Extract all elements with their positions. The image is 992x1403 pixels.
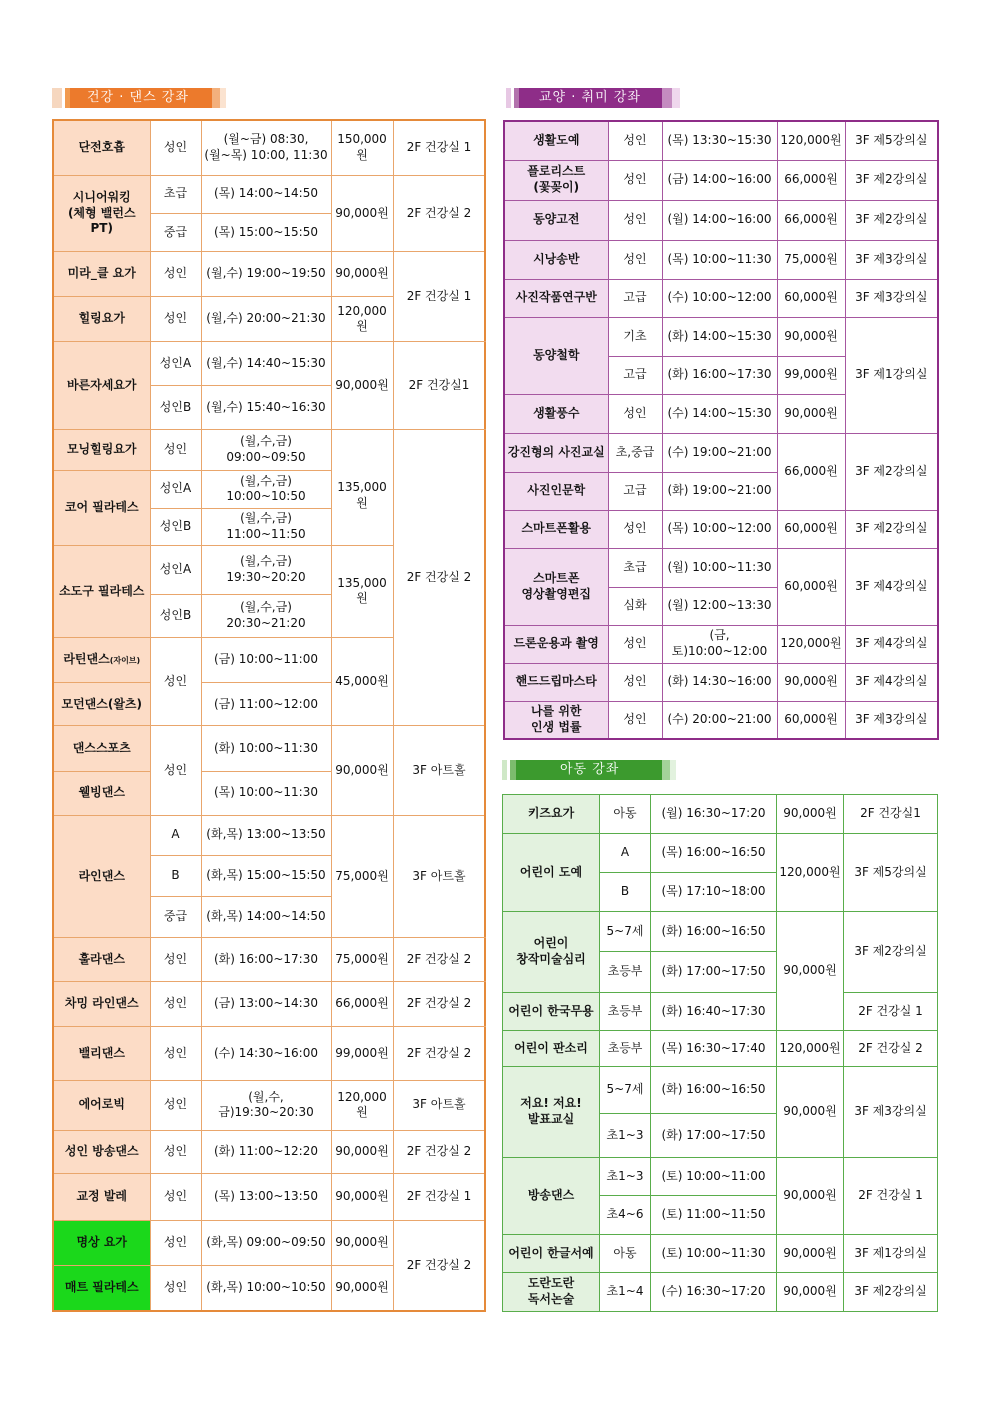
course-room: 2F 건강실 1 <box>844 993 938 1031</box>
course-level: 초1~3 <box>600 1114 651 1158</box>
course-name: 미라_클 요가 <box>53 251 150 296</box>
course-time: (금) 13:00~14:30 <box>201 982 331 1027</box>
course-name: 동양고전 <box>504 200 608 240</box>
course-time: (월,수) 15:40~16:30 <box>201 386 331 430</box>
course-time: (화) 16:00~16:50 <box>651 912 777 952</box>
course-room: 2F 건강실 2 <box>393 1220 485 1311</box>
course-room: 3F 제2강의실 <box>845 433 938 510</box>
course-room: 2F 건강실 1 <box>393 1173 485 1220</box>
table-row <box>53 175 485 213</box>
course-level: 성인 <box>608 200 662 240</box>
course-fee: 90,000원 <box>331 1173 393 1220</box>
course-time: (월,수,금) 11:00~11:50 <box>201 508 331 545</box>
course-room: 2F 건강실 2 <box>393 430 485 726</box>
course-time: (수) 14:30~16:00 <box>201 1027 331 1080</box>
table-row <box>504 240 938 279</box>
table-row <box>503 1158 938 1196</box>
table-row <box>504 433 938 472</box>
course-room: 2F 건강실1 <box>844 795 938 834</box>
course-fee: 120,000원 <box>331 297 393 342</box>
course-level: 성인 <box>150 638 201 726</box>
course-name: 시니어워킹 (체형 밸런스 PT) <box>53 175 150 251</box>
course-name: 에어로빅 <box>53 1080 150 1130</box>
course-level: 고급 <box>608 279 662 317</box>
course-time: (화,목) 14:00~14:50 <box>201 896 331 937</box>
course-room: 3F 제3강의실 <box>845 240 938 279</box>
course-level: 성인 <box>608 160 662 200</box>
course-room: 2F 건강실 2 <box>844 1031 938 1067</box>
course-fee: 99,000원 <box>777 356 845 394</box>
course-time: (화) 10:00~11:30 <box>201 726 331 771</box>
course-room: 3F 제2강의실 <box>845 200 938 240</box>
course-room: 3F 제5강의실 <box>845 121 938 160</box>
table-row <box>53 726 485 771</box>
course-room: 3F 제4강의실 <box>845 548 938 625</box>
table-row <box>504 625 938 663</box>
table-row <box>503 834 938 873</box>
course-time: (금) 10:00~11:00 <box>201 638 331 683</box>
course-level: 성인 <box>150 430 201 470</box>
table-row <box>503 912 938 952</box>
table-row <box>504 160 938 200</box>
course-name: 성인 방송댄스 <box>53 1130 150 1173</box>
course-level: 성인B <box>150 595 201 638</box>
course-room: 3F 제3강의실 <box>844 1067 938 1158</box>
course-room: 2F 건강실 1 <box>844 1158 938 1235</box>
course-room: 3F 제3강의실 <box>845 279 938 317</box>
course-level: B <box>600 873 651 912</box>
table-row <box>503 1031 938 1067</box>
course-time: (화) 16:00~17:30 <box>201 938 331 982</box>
children-table <box>502 794 938 1312</box>
course-level: 초등부 <box>600 1031 651 1067</box>
course-name: 어린이 도예 <box>503 834 600 912</box>
course-time: (월,수) 14:40~15:30 <box>201 342 331 386</box>
course-room: 3F 제2강의실 <box>844 912 938 993</box>
course-level: A <box>600 834 651 873</box>
course-level: A <box>150 815 201 855</box>
course-level: 성인A <box>150 342 201 386</box>
course-level: 성인 <box>150 938 201 982</box>
course-fee: 90,000원 <box>331 342 393 430</box>
course-room: 3F 제1강의실 <box>844 1235 938 1273</box>
course-time: (월,수,금) 09:00~09:50 <box>201 430 331 470</box>
course-name: 모던댄스(왈츠) <box>53 683 150 726</box>
course-room: 2F 건강실 1 <box>393 251 485 341</box>
course-level: 성인 <box>608 510 662 548</box>
course-level: 중급 <box>150 896 201 937</box>
course-name: 생활풍수 <box>504 394 608 433</box>
course-level: 초1~4 <box>600 1273 651 1312</box>
course-level: 성인 <box>150 297 201 342</box>
table-row <box>504 663 938 701</box>
course-name: 명상 요가 <box>53 1220 150 1265</box>
course-name: 드론운용과 촬영 <box>504 625 608 663</box>
course-level: B <box>150 855 201 896</box>
course-time: (화,목) 10:00~10:50 <box>201 1266 331 1311</box>
course-time: (수) 10:00~12:00 <box>662 279 777 317</box>
course-level: 아동 <box>600 1235 651 1273</box>
course-room: 3F 제2강의실 <box>845 510 938 548</box>
table-row <box>53 1173 485 1220</box>
course-name: 훌라댄스 <box>53 938 150 982</box>
course-time: (화,목) 15:00~15:50 <box>201 855 331 896</box>
course-fee: 90,000원 <box>777 1067 844 1158</box>
course-level: 성인 <box>150 982 201 1027</box>
course-time: (화) 17:00~17:50 <box>651 952 777 993</box>
section-header-children: 아동 강좌 <box>502 760 678 780</box>
course-fee: 75,000원 <box>331 938 393 982</box>
table-row <box>503 1273 938 1312</box>
course-fee: 90,000원 <box>777 912 844 1031</box>
course-room: 3F 제4강의실 <box>845 663 938 701</box>
course-level: 성인 <box>608 663 662 701</box>
course-room: 3F 제3강의실 <box>845 701 938 739</box>
course-name: 스마트폰활용 <box>504 510 608 548</box>
course-room: 2F 건강실 2 <box>393 1027 485 1080</box>
course-time: (수) 16:30~17:20 <box>651 1273 777 1312</box>
course-time: (목) 10:00~11:30 <box>662 240 777 279</box>
course-level: 성인 <box>608 701 662 739</box>
course-time: (화) 14:00~15:30 <box>662 317 777 356</box>
course-level: 성인 <box>150 1027 201 1080</box>
course-level: 초,중급 <box>608 433 662 472</box>
table-row <box>504 510 938 548</box>
course-level: 성인 <box>608 394 662 433</box>
table-row <box>53 430 485 470</box>
course-time: (월) 14:00~16:00 <box>662 200 777 240</box>
course-level: 성인 <box>150 1173 201 1220</box>
course-fee: 90,000원 <box>777 1158 844 1235</box>
course-room: 3F 아트홀 <box>393 726 485 815</box>
course-time: (화) 14:30~16:00 <box>662 663 777 701</box>
health-dance-table <box>52 119 486 1312</box>
course-name: 라틴댄스(자이브) <box>53 638 150 683</box>
course-fee: 120,000원 <box>777 1031 844 1067</box>
course-time: (월~금) 08:30, (월~목) 10:00, 11:30 <box>201 120 331 175</box>
course-time: (화) 16:40~17:30 <box>651 993 777 1031</box>
course-level: 성인 <box>150 1080 201 1130</box>
course-fee: 150,000원 <box>331 120 393 175</box>
course-time: (토) 11:00~11:50 <box>651 1196 777 1235</box>
course-time: (목) 16:00~16:50 <box>651 834 777 873</box>
course-name: 단전호흡 <box>53 120 150 175</box>
course-fee: 60,000원 <box>777 279 845 317</box>
course-time: (월) 10:00~11:30 <box>662 548 777 587</box>
course-name: 어린이 판소리 <box>503 1031 600 1067</box>
course-name: 저요! 저요! 발표교실 <box>503 1067 600 1158</box>
course-time: (수) 20:00~21:00 <box>662 701 777 739</box>
course-level: 초1~3 <box>600 1158 651 1196</box>
course-level: 성인A <box>150 470 201 508</box>
course-name: 어린이 한글서예 <box>503 1235 600 1273</box>
course-name: 차밍 라인댄스 <box>53 982 150 1027</box>
course-fee: 75,000원 <box>777 240 845 279</box>
table-row <box>504 200 938 240</box>
course-fee: 90,000원 <box>331 1266 393 1311</box>
course-fee: 135,000원 <box>331 545 393 637</box>
table-row <box>53 1220 485 1265</box>
course-room: 2F 건강실 2 <box>393 982 485 1027</box>
course-fee: 90,000원 <box>777 394 845 433</box>
course-level: 성인 <box>150 120 201 175</box>
course-fee: 90,000원 <box>331 175 393 251</box>
course-time: (금) 11:00~12:00 <box>201 683 331 726</box>
course-level: 성인A <box>150 545 201 594</box>
course-level: 5~7세 <box>600 912 651 952</box>
course-room: 2F 건강실1 <box>393 342 485 430</box>
course-room: 3F 아트홀 <box>393 815 485 937</box>
course-room: 2F 건강실 1 <box>393 120 485 175</box>
course-time: (화) 11:00~12:20 <box>201 1130 331 1173</box>
course-fee: 90,000원 <box>777 795 844 834</box>
course-time: (수) 14:00~15:30 <box>662 394 777 433</box>
course-name: 생활도예 <box>504 121 608 160</box>
course-fee: 60,000원 <box>777 701 845 739</box>
course-level: 초등부 <box>600 952 651 993</box>
section-header-health: 건강 · 댄스 강좌 <box>52 88 230 108</box>
table-row <box>503 1067 938 1114</box>
course-level: 심화 <box>608 587 662 625</box>
course-time: (월) 12:00~13:30 <box>662 587 777 625</box>
course-fee: 90,000원 <box>777 663 845 701</box>
course-fee: 99,000원 <box>331 1027 393 1080</box>
course-time: (화) 17:00~17:50 <box>651 1114 777 1158</box>
course-fee: 90,000원 <box>331 726 393 815</box>
table-row <box>504 548 938 587</box>
course-fee: 60,000원 <box>777 548 845 625</box>
course-room: 3F 아트홀 <box>393 1080 485 1130</box>
course-fee: 90,000원 <box>777 1235 844 1273</box>
course-fee: 90,000원 <box>331 1130 393 1173</box>
course-level: 기초 <box>608 317 662 356</box>
course-name: 플로리스트 (꽃꽂이) <box>504 160 608 200</box>
course-name: 키즈요가 <box>503 795 600 834</box>
course-time: (목) 13:00~13:50 <box>201 1173 331 1220</box>
course-time: (금,토)10:00~12:00 <box>662 625 777 663</box>
course-fee: 120,000원 <box>777 625 845 663</box>
course-name: 코어 필라테스 <box>53 470 150 545</box>
course-fee: 45,000원 <box>331 638 393 726</box>
course-time: (토) 10:00~11:30 <box>651 1235 777 1273</box>
course-name: 어린이 한국무용 <box>503 993 600 1031</box>
table-row <box>53 1130 485 1173</box>
culture-hobby-table <box>503 120 939 740</box>
course-name: 강진형의 사진교실 <box>504 433 608 472</box>
course-fee: 60,000원 <box>777 510 845 548</box>
course-name: 웰빙댄스 <box>53 771 150 815</box>
course-level: 중급 <box>150 213 201 251</box>
course-room: 2F 건강실 2 <box>393 175 485 251</box>
course-time: (목) 16:30~17:40 <box>651 1031 777 1067</box>
course-name: 어린이 창작미술심리 <box>503 912 600 993</box>
course-level: 초등부 <box>600 993 651 1031</box>
course-time: (목) 10:00~12:00 <box>662 510 777 548</box>
course-time: (월) 16:30~17:20 <box>651 795 777 834</box>
course-level: 고급 <box>608 472 662 510</box>
table-row <box>503 1235 938 1273</box>
course-level: 고급 <box>608 356 662 394</box>
course-level: 성인 <box>150 1266 201 1311</box>
course-name: 매트 필라테스 <box>53 1266 150 1311</box>
table-row <box>504 701 938 739</box>
course-level: 5~7세 <box>600 1067 651 1114</box>
course-room: 3F 제2강의실 <box>845 160 938 200</box>
course-fee: 90,000원 <box>777 317 845 356</box>
course-level: 성인 <box>150 1130 201 1173</box>
table-row <box>53 342 485 386</box>
table-row <box>503 993 938 1031</box>
course-name: 핸드드립마스타 <box>504 663 608 701</box>
course-time: (목) 15:00~15:50 <box>201 213 331 251</box>
table-row <box>504 279 938 317</box>
course-name: 댄스스포츠 <box>53 726 150 771</box>
course-level: 성인 <box>150 251 201 296</box>
course-name: 방송댄스 <box>503 1158 600 1235</box>
table-row <box>503 795 938 834</box>
table-row <box>53 815 485 855</box>
course-time: (월,수,금)19:30~20:30 <box>201 1080 331 1130</box>
course-fee: 120,000원 <box>777 834 844 912</box>
course-time: (화) 16:00~16:50 <box>651 1067 777 1114</box>
course-name: 나를 위한 인생 법률 <box>504 701 608 739</box>
course-level: 성인 <box>608 121 662 160</box>
course-level: 성인 <box>608 240 662 279</box>
course-time: (월,수,금) 19:30~20:20 <box>201 545 331 594</box>
course-time: (목) 13:30~15:30 <box>662 121 777 160</box>
course-fee: 90,000원 <box>331 251 393 296</box>
course-room: 2F 건강실 2 <box>393 1130 485 1173</box>
table-row <box>53 251 485 296</box>
table-row <box>53 1027 485 1080</box>
course-fee: 66,000원 <box>777 433 845 510</box>
course-room: 3F 제5강의실 <box>844 834 938 912</box>
course-name: 모닝힐링요가 <box>53 430 150 470</box>
course-time: (월,수,금) 20:30~21:20 <box>201 595 331 638</box>
course-name: 도란도란 독서논술 <box>503 1273 600 1312</box>
course-level: 아동 <box>600 795 651 834</box>
course-name: 사진인문학 <box>504 472 608 510</box>
course-room: 3F 제1강의실 <box>845 317 938 433</box>
course-level: 초급 <box>150 175 201 213</box>
course-name: 시낭송반 <box>504 240 608 279</box>
course-level: 성인B <box>150 386 201 430</box>
course-level: 초4~6 <box>600 1196 651 1235</box>
course-time: (토) 10:00~11:00 <box>651 1158 777 1196</box>
course-level: 성인B <box>150 508 201 545</box>
course-level: 초급 <box>608 548 662 587</box>
table-row <box>504 317 938 356</box>
course-fee: 75,000원 <box>331 815 393 937</box>
table-row <box>53 120 485 175</box>
course-time: (금) 14:00~16:00 <box>662 160 777 200</box>
course-fee: 120,000원 <box>331 1080 393 1130</box>
course-time: (월,수,금) 10:00~10:50 <box>201 470 331 508</box>
course-name: 소도구 필라테스 <box>53 545 150 637</box>
course-fee: 66,000원 <box>777 160 845 200</box>
course-name: 힐링요가 <box>53 297 150 342</box>
course-fee: 90,000원 <box>777 1273 844 1312</box>
course-time: (화) 19:00~21:00 <box>662 472 777 510</box>
course-name: 바른자세요가 <box>53 342 150 430</box>
course-room: 2F 건강실 2 <box>393 938 485 982</box>
course-room: 3F 제2강의실 <box>844 1273 938 1312</box>
course-fee: 66,000원 <box>331 982 393 1027</box>
course-time: (목) 17:10~18:00 <box>651 873 777 912</box>
course-name: 교정 발레 <box>53 1173 150 1220</box>
course-name: 라인댄스 <box>53 815 150 937</box>
course-name: 밸리댄스 <box>53 1027 150 1080</box>
course-time: (화,목) 09:00~09:50 <box>201 1220 331 1265</box>
course-level: 성인 <box>150 726 201 815</box>
course-level: 성인 <box>150 1220 201 1265</box>
course-time: (월,수) 19:00~19:50 <box>201 251 331 296</box>
course-time: (화) 16:00~17:30 <box>662 356 777 394</box>
course-time: (화,목) 13:00~13:50 <box>201 815 331 855</box>
table-row <box>53 982 485 1027</box>
course-fee: 90,000원 <box>331 1220 393 1265</box>
course-name: 사진작품연구반 <box>504 279 608 317</box>
course-time: (목) 14:00~14:50 <box>201 175 331 213</box>
course-name: 스마트폰 영상촬영편집 <box>504 548 608 625</box>
course-room: 3F 제4강의실 <box>845 625 938 663</box>
course-fee: 135,000원 <box>331 430 393 545</box>
course-time: (수) 19:00~21:00 <box>662 433 777 472</box>
course-level: 성인 <box>608 625 662 663</box>
table-row <box>504 121 938 160</box>
table-row <box>53 1080 485 1130</box>
course-time: (목) 10:00~11:30 <box>201 771 331 815</box>
course-time: (월,수) 20:00~21:30 <box>201 297 331 342</box>
table-row <box>53 938 485 982</box>
course-name: 동양철학 <box>504 317 608 394</box>
section-header-culture: 교양 · 취미 강좌 <box>506 88 682 108</box>
course-fee: 66,000원 <box>777 200 845 240</box>
course-fee: 120,000원 <box>777 121 845 160</box>
